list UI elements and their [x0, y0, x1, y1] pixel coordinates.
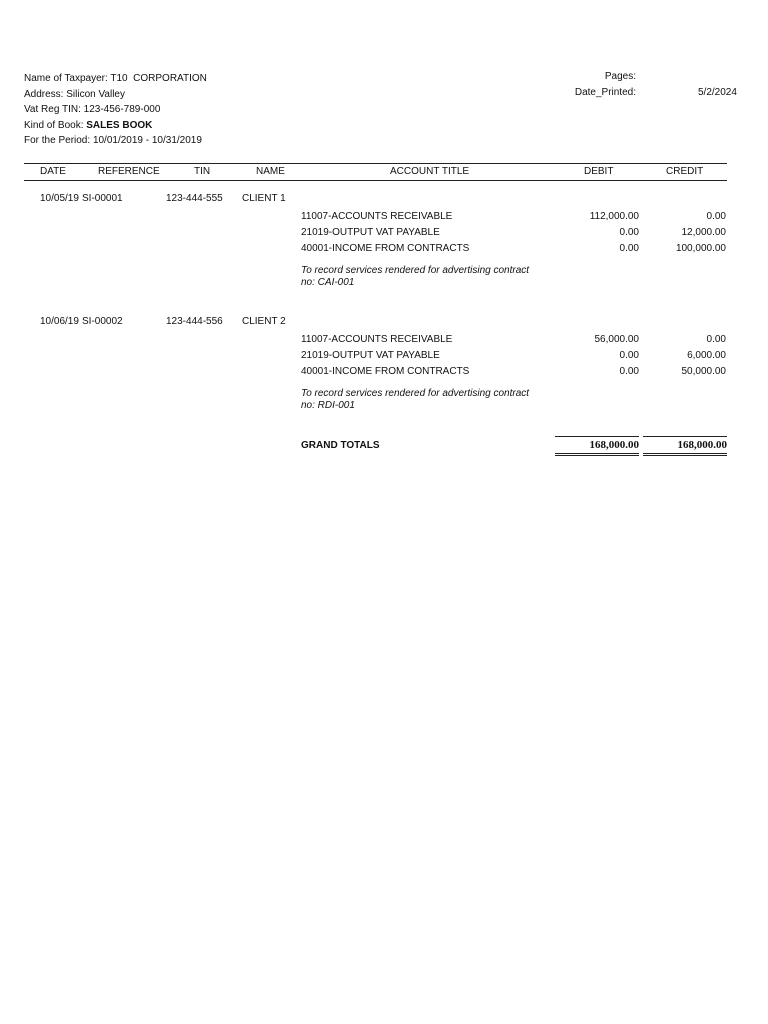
debit-amount: 0.00 — [619, 366, 639, 377]
debit-amount: 0.00 — [619, 227, 639, 238]
vat-tin-value: 123-456-789-000 — [83, 104, 161, 115]
period-label: For the Period: — [24, 135, 91, 146]
period-row — [24, 133, 207, 149]
date-printed-value: 5/2/2024 — [698, 87, 737, 98]
taxpayer-name-label: Name of Taxpayer: — [24, 73, 108, 84]
credit-amount: 50,000.00 — [681, 366, 726, 377]
entry-client-name: CLIENT 1 — [242, 193, 286, 204]
vat-tin-label: Vat Reg TIN: — [24, 104, 81, 115]
debit-amount: 0.00 — [619, 350, 639, 361]
account-title: 11007-ACCOUNTS RECEIVABLE — [301, 211, 453, 222]
column-debit: DEBIT — [584, 166, 614, 177]
column-credit: CREDIT — [666, 166, 704, 177]
account-title: 21019-OUTPUT VAT PAYABLE — [301, 227, 440, 238]
entry-tin: 123-444-555 — [166, 193, 223, 204]
column-name: NAME — [256, 166, 285, 177]
debit-amount: 56,000.00 — [594, 334, 639, 345]
entry-reference: SI-00001 — [82, 193, 123, 204]
taxpayer-name-row — [24, 71, 207, 87]
column-header-row — [24, 163, 727, 181]
debit-amount: 112,000.00 — [589, 211, 639, 222]
grand-total-credit: 168,000.00 — [643, 436, 727, 456]
credit-amount: 6,000.00 — [687, 350, 726, 361]
entry-client-name: CLIENT 2 — [242, 316, 286, 327]
book-kind-row — [24, 118, 207, 134]
account-title: 40001-INCOME FROM CONTRACTS — [301, 366, 470, 377]
entry-memo: To record services rendered for advertising contract no: RDI-001 — [301, 388, 530, 411]
book-kind-value: SALES BOOK — [86, 119, 153, 131]
taxpayer-info — [24, 71, 207, 149]
entry-reference: SI-00002 — [82, 316, 123, 327]
account-title: 11007-ACCOUNTS RECEIVABLE — [301, 334, 453, 345]
account-title: 40001-INCOME FROM CONTRACTS — [301, 243, 470, 254]
pages-label: Pages: — [604, 71, 636, 82]
address-value: Silicon Valley — [66, 88, 125, 100]
date-printed-label: Date_Printed: — [574, 87, 636, 98]
credit-amount: 0.00 — [706, 211, 726, 222]
entry-tin: 123-444-556 — [166, 316, 223, 327]
book-kind-label: Kind of Book: — [24, 119, 84, 131]
credit-amount: 100,000.00 — [675, 243, 726, 254]
column-date: DATE — [40, 166, 66, 177]
entry-date: 10/05/19 — [40, 193, 79, 204]
period-value: 10/01/2019 - 10/31/2019 — [92, 135, 202, 146]
entry-memo: To record services rendered for advertising contract no: CAI-001 — [301, 265, 530, 288]
account-title: 21019-OUTPUT VAT PAYABLE — [301, 350, 440, 361]
column-reference: REFERENCE — [98, 166, 160, 177]
vat-tin-row — [24, 102, 207, 118]
address-label: Address: — [24, 88, 64, 100]
entry-date: 10/06/19 — [40, 316, 79, 327]
grand-total-debit: 168,000.00 — [555, 436, 639, 456]
debit-amount: 0.00 — [619, 243, 639, 254]
credit-amount: 0.00 — [706, 334, 726, 345]
column-account-title: ACCOUNT TITLE — [390, 166, 470, 177]
address-row — [24, 87, 207, 103]
taxpayer-name-value: T10 CORPORATION — [110, 73, 207, 84]
grand-totals-label: GRAND TOTALS — [301, 440, 380, 451]
column-tin: TIN — [194, 166, 211, 177]
credit-amount: 12,000.00 — [681, 227, 726, 238]
